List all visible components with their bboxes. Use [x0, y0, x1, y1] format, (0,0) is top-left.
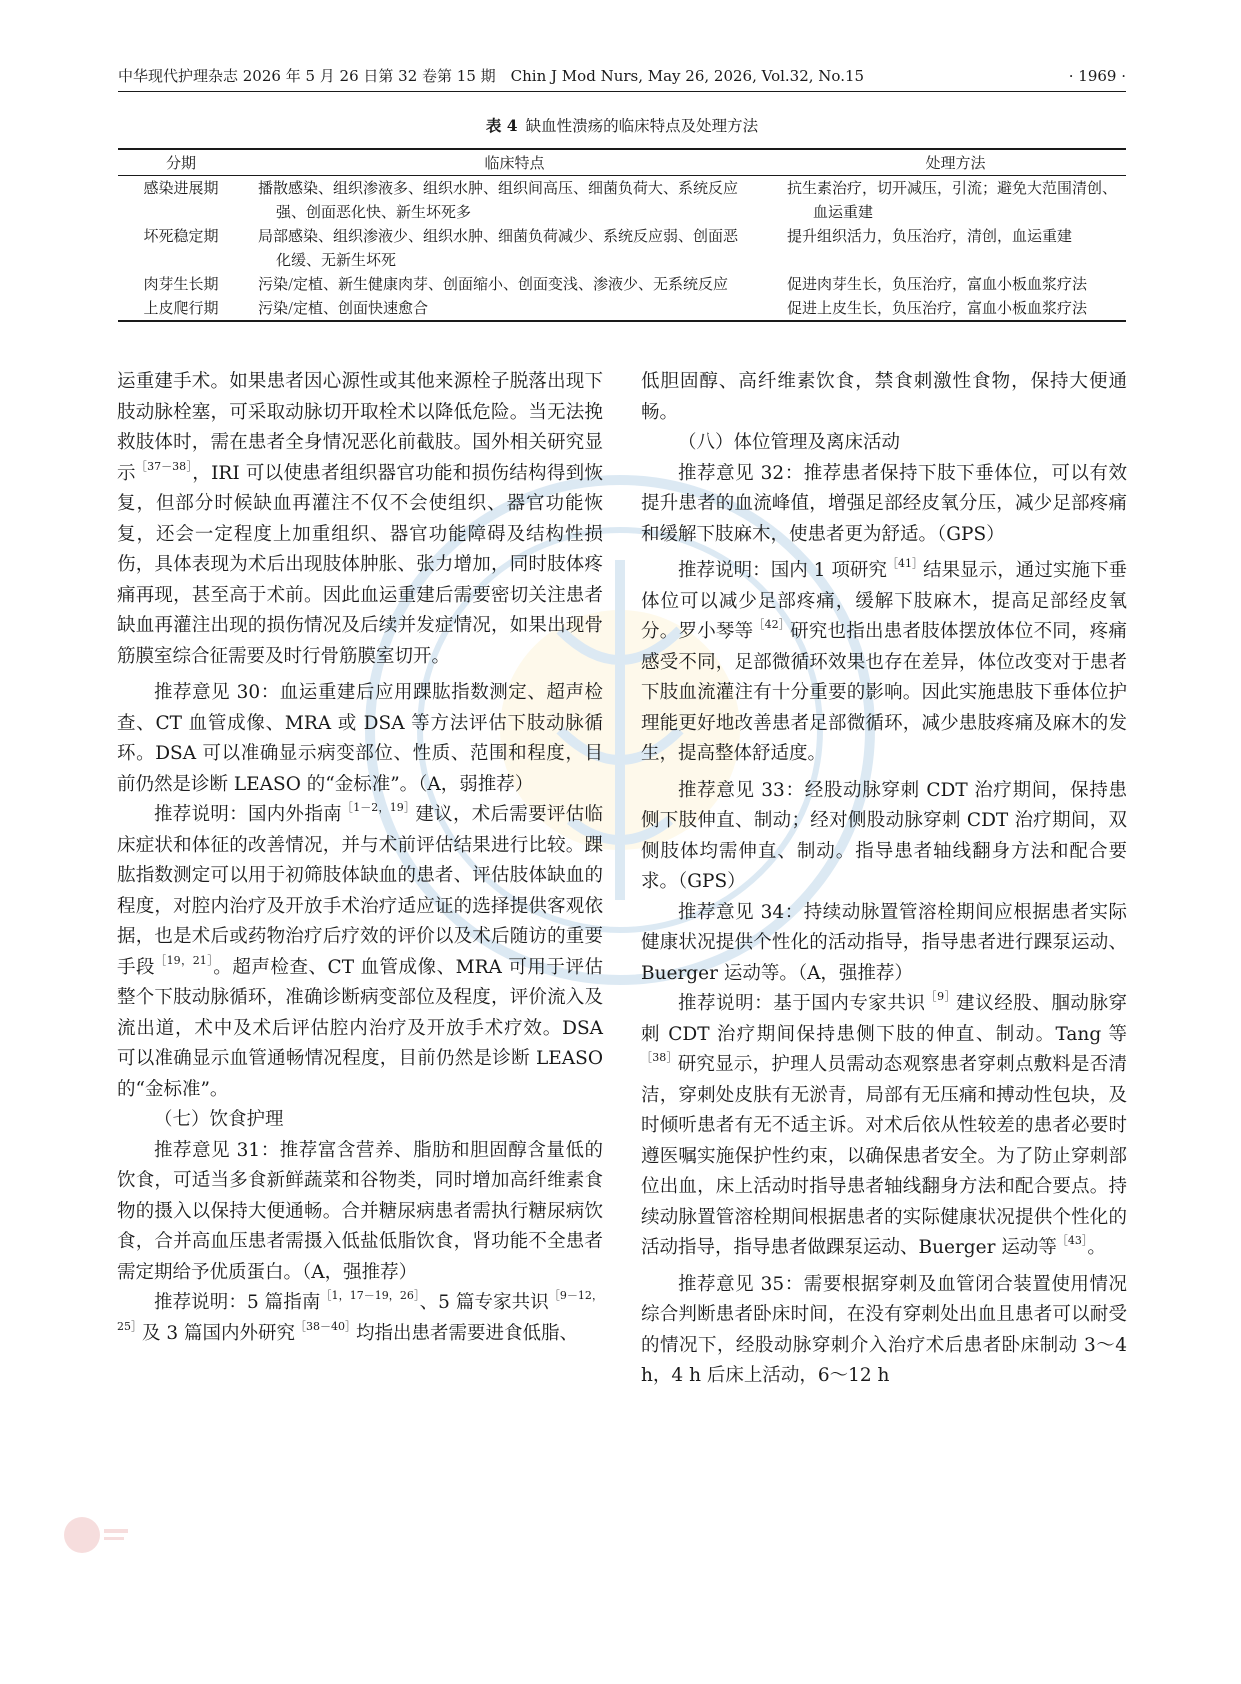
citation: ［9］	[925, 990, 957, 1003]
features-cell	[244, 296, 785, 321]
paragraph-text: 结果显示，通过实施下垂体位可以减少足部疼痛，缓解下肢麻木，提高足部经皮氧分。罗小琴等	[641, 560, 1127, 642]
paragraph-text: 。超声检查、CT 血管成像、MRA 可用于评估整个下肢动脉循环，准确诊断病变部位及程度，评价流入及流出道，术中及术后评估腔内治疗及开放手术疗效。DSA 可以准确显示血管通畅情况程度，目前仍然是诊断 LEASO 的“金标准”。	[117, 956, 603, 1100]
column-header-stage: 分期	[118, 149, 244, 176]
paragraph-text: 均指出患者需要进食低脂、	[356, 1322, 579, 1344]
features-cell	[244, 176, 785, 225]
left-column	[117, 367, 603, 1349]
running-header	[118, 63, 1126, 89]
citation: ［41］	[886, 557, 924, 570]
citation: ［43］	[1056, 1234, 1088, 1247]
paragraph	[117, 800, 603, 1105]
treatment-cell	[785, 224, 1126, 272]
features-cell	[244, 224, 785, 272]
right-column	[641, 367, 1127, 1392]
paragraph-text: 。	[1087, 1237, 1106, 1258]
section-heading-position: （八）体位管理及离床活动	[678, 432, 901, 453]
header-rule	[118, 91, 1126, 92]
recommendation-35: 推荐意见 35：需要根据穿刺及血管闭合装置使用情况综合判断患者卧床时间，在没有穿刺处出血且患者可以耐受的情况下，经股动脉穿刺介入治疗术后患者卧床制动 3～4 h，4 h 后床上活动，6～12 h	[641, 1273, 1127, 1386]
treatment-cell	[785, 176, 1126, 225]
treatment-line: 提升组织活力，负压治疗，清创，血运重建	[787, 227, 1073, 245]
table-title: 缺血性溃疡的临床特点及处理方法	[525, 117, 759, 135]
treatment-cell	[785, 296, 1126, 321]
column-header-treatment: 处理方法	[785, 149, 1126, 176]
features-line: 污染/定植、新生健康肉芽、创面缩小、创面变浅、渗液少、无系统反应	[258, 275, 729, 293]
features-line-cont: 化缓、无新生坏死	[276, 251, 397, 269]
recommendation-31: 推荐意见 31：推荐富含营养、脂肪和胆固醇含量低的饮食，可适当多食新鲜蔬菜和谷物类，同时增加高纤维素食物的摄入以保持大便通畅。合并糖尿病患者需执行糖尿病饮食，合并高血压患者需摄入低盐低脂饮食，肾功能不全患者需定期给予优质蛋白。（A，强推荐）	[117, 1139, 603, 1283]
features-line: 局部感染、组织渗液少、组织水肿、细菌负荷减少、系统反应弱、创面恶	[258, 227, 739, 245]
citation: ［19，21］	[155, 953, 214, 967]
stage-cell: 感染进展期	[143, 179, 219, 197]
recommendation-34: 推荐意见 34：持续动脉置管溶栓期间应根据患者实际健康状况提供个性化的活动指导，指导患者进行踝泵运动、Buerger 运动等。（A，强推荐）	[641, 901, 1127, 984]
stage-cell: 上皮爬行期	[118, 296, 244, 321]
stage-cell: 肉芽生长期	[143, 275, 219, 293]
citation: ［37－38］	[135, 459, 193, 473]
recommendation-33: 推荐意见 33：经股动脉穿刺 CDT 治疗期间，保持患侧下肢伸直、制动；经对侧股动脉穿刺 CDT 治疗期间，双侧肢体均需伸直、制动。指导患者轴线翻身方法和配合要求。（GPS）	[641, 779, 1127, 892]
treatment-line: 促进肉芽生长，负压治疗，富血小板血浆疗法	[787, 275, 1088, 293]
table-header-row	[118, 149, 1126, 176]
paragraph	[117, 367, 603, 672]
paragraph-text: 研究显示，护理人员需动态观察患者穿刺点敷料是否清洁，穿刺处皮肤有无淤青，局部有无压痛和搏动性包块，及时倾听患者有无不适主诉。对术后依从性较差的患者必要时遵医嘱实施保护性约束，以确保患者安全。为了防止穿刺部位出血，床上活动时指导患者轴线翻身方法和配合要点。持续动脉置管溶栓期间根据患者的实际健康状况提供个性化的活动指导，指导患者做踝泵运动、Buerger 运动等	[641, 1054, 1127, 1258]
citation: ［1，17－19，26］	[320, 1289, 420, 1302]
stage-cell: 坏死稳定期	[143, 227, 219, 245]
paragraph: 低胆固醇、高纤维素饮食，禁食刺激性食物，保持大便通畅。	[641, 371, 1127, 423]
paragraph-text: 研究也指出患者肢体摆放体位不同，疼痛感受不同，足部微循环效果也存在差异，体位改变对于患者下肢血流灌注有十分重要的影响。因此实施患肢下垂体位护理能更好地改善患者足部微循环，减少患肢疼痛及麻木的发生，提高整体舒适度。	[641, 621, 1127, 764]
paragraph-text: 推荐说明：国内外指南	[154, 804, 342, 825]
publisher-logo	[60, 1505, 130, 1565]
paragraph-text: 运重建手术。如果患者因心源性或其他来源栓子脱落出现下肢动脉栓塞，可采取动脉切开取栓术以降低危险。当无法挽救肢体时，需在患者全身情况恶化前截肢。国外相关研究显示	[117, 371, 603, 484]
treatment-cell	[785, 272, 1126, 296]
paragraph-text: 建议经股、腘动脉穿刺 CDT 治疗期间保持患侧下肢的伸直、制动。Tang 等	[641, 993, 1127, 1045]
citation: ［38－40］	[295, 1319, 357, 1333]
paragraph-text: 推荐说明：国内 1 项研究	[678, 560, 887, 581]
features-line-cont: 强、创面恶化快、新生坏死多	[276, 203, 472, 221]
journal-citation: 中华现代护理杂志 2026 年 5 月 26 日第 32 卷第 15 期 Chin J Mod Nurs, May 26, 2026, Vol.32, No.15	[118, 67, 865, 85]
paragraph-text: 及 3 篇国内外研究	[142, 1322, 296, 1344]
section-heading-diet: （七）饮食护理	[154, 1109, 284, 1130]
features-line: 播散感染、组织渗液多、组织水肿、组织间高压、细菌负荷大、系统反应	[258, 179, 739, 197]
table-row	[118, 224, 1126, 272]
paragraph-text: 、5 篇专家共识	[419, 1292, 549, 1313]
citation: ［42］	[753, 618, 791, 631]
table-row	[118, 272, 1126, 296]
paragraph	[117, 1288, 603, 1349]
clinical-features-table	[118, 148, 1126, 322]
recommendation-32: 推荐意见 32：推荐患者保持下肢下垂体位，可以有效提升患者的血流峰值，增强足部经皮氧分压，减少足部疼痛和缓解下肢麻木，使患者更为舒适。（GPS）	[641, 462, 1127, 545]
citation: ［38］	[641, 1051, 678, 1064]
citation: ［9－12，25］	[117, 1289, 603, 1333]
table-row	[118, 296, 1126, 321]
paragraph-text: ，IRI 可以使患者组织器官功能和损伤结构得到恢复，但部分时候缺血再灌注不仅不会使组织、器官功能恢复，还会一定程度上加重组织、器官功能障碍及结构性损伤，具体表现为术后出现肢体肿胀、张力增加，同时肢体疼痛再现，甚至高于术前。因此血运重建后需要密切关注患者缺血再灌注出现的损伤情况及后续并发症情况，如果出现骨筋膜室综合征需要及时行骨筋膜室切开。	[117, 462, 603, 667]
features-cell	[244, 272, 785, 296]
column-header-features: 临床特点	[244, 149, 785, 176]
table-label: 表 4	[485, 116, 518, 135]
paragraph-text: 推荐说明：基于国内专家共识	[678, 993, 926, 1014]
treatment-line: 抗生素治疗，切开减压，引流；避免大范围清创、	[787, 179, 1118, 197]
page-number: · 1969 ·	[1068, 67, 1126, 85]
recommendation-30: 推荐意见 30：血运重建后应用踝肱指数测定、超声检查、CT 血管成像、MRA 或 DSA 等方法评估下肢动脉循环。DSA 可以准确显示病变部位、性质、范围和程度，目前仍然是诊断 LEASO 的“金标准”。（A，弱推荐）	[117, 682, 603, 795]
table-row	[118, 176, 1126, 225]
treatment-line: 促进上皮生长，负压治疗，富血小板血浆疗法	[787, 299, 1088, 317]
paragraph-text: 推荐说明：5 篇指南	[154, 1292, 321, 1313]
paragraph-text: 建议，术后需要评估临床症状和体征的改善情况，并与术前评估结果进行比较。踝肱指数测定可以用于初筛肢体缺血的患者、评估肢体缺血的程度，对腔内治疗及开放手术治疗适应证的选择提供客观依据，也是术后或药物治疗后疗效的评价以及术后随访的重要手段	[117, 804, 603, 978]
table-caption	[118, 114, 1126, 138]
paragraph	[641, 989, 1127, 1264]
paragraph	[641, 556, 1127, 770]
citation: ［1－2，19］	[341, 801, 416, 814]
treatment-line-cont: 血运重建	[813, 203, 874, 221]
features-line: 污染/定植、创面快速愈合	[258, 299, 429, 317]
